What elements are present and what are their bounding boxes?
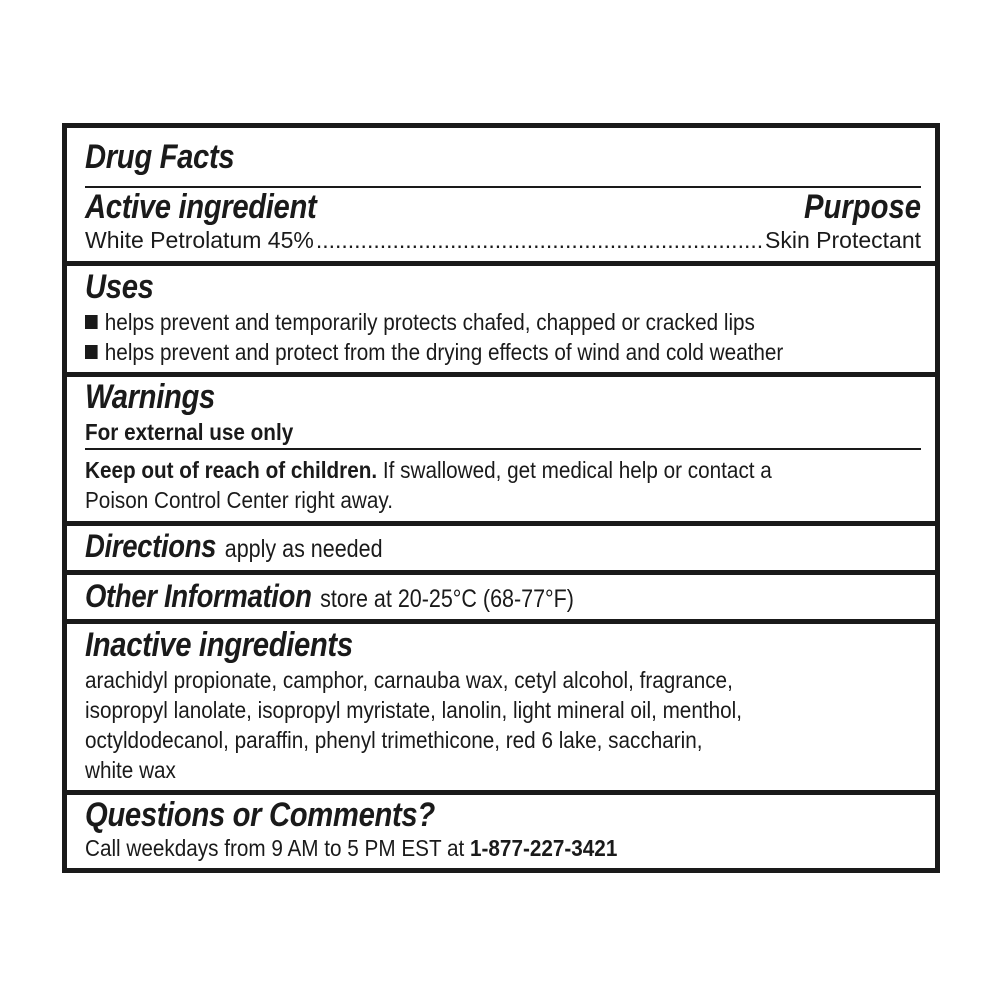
phone-number: 1-877-227-3421 [470, 835, 618, 861]
section-divider [67, 570, 935, 575]
other-information-text: store at 20-25°C (68-77°F) [320, 585, 574, 613]
directions-heading: Directions apply as needed [85, 528, 383, 564]
purpose-heading: Purpose [803, 188, 921, 226]
warnings-divider [85, 448, 921, 450]
section-divider [67, 619, 935, 624]
active-ingredient-purpose: Skin Protectant [765, 227, 921, 253]
keep-out-text: Keep out of reach of children. If swallowed, get medical help or contact a [85, 457, 772, 483]
other-information-heading: Other Information store at 20-25°C (68-77°F) [85, 578, 574, 614]
uses-item: helps prevent and protect from the drying effects of wind and cold weather [85, 338, 783, 366]
leader-dots [316, 226, 763, 254]
section-divider [67, 261, 935, 266]
external-use-text: For external use only [85, 419, 294, 445]
drug-facts-title: Drug Facts [85, 138, 235, 176]
section-divider [67, 372, 935, 377]
warnings-heading: Warnings [85, 378, 215, 416]
inactive-ingredients-heading: Inactive ingredients [85, 626, 353, 664]
bullet-square-icon [85, 345, 98, 359]
active-ingredient-heading: Active ingredient [85, 188, 317, 226]
directions-text: apply as needed [224, 535, 383, 563]
uses-heading: Uses [85, 268, 154, 306]
section-divider [67, 790, 935, 795]
inactive-line: octyldodecanol, paraffin, phenyl trimethicone, red 6 lake, saccharin, [85, 727, 703, 753]
active-ingredient-row [85, 226, 921, 254]
section-divider [67, 521, 935, 526]
inactive-line: white wax [85, 757, 176, 783]
inactive-line: arachidyl propionate, camphor, carnauba wax, cetyl alcohol, fragrance, [85, 667, 733, 693]
active-ingredient-name: White Petrolatum 45% [85, 227, 314, 253]
inactive-line: isopropyl lanolate, isopropyl myristate, lanolin, light mineral oil, menthol, [85, 697, 742, 723]
questions-heading: Questions or Comments? [85, 796, 435, 834]
keep-out-text-line2: Poison Control Center right away. [85, 487, 393, 513]
questions-text: Call weekdays from 9 AM to 5 PM EST at 1-877-227-3421 [85, 835, 618, 861]
uses-item: helps prevent and temporarily protects chafed, chapped or cracked lips [85, 308, 755, 336]
drug-facts-panel [62, 123, 940, 873]
bullet-square-icon [85, 315, 98, 329]
